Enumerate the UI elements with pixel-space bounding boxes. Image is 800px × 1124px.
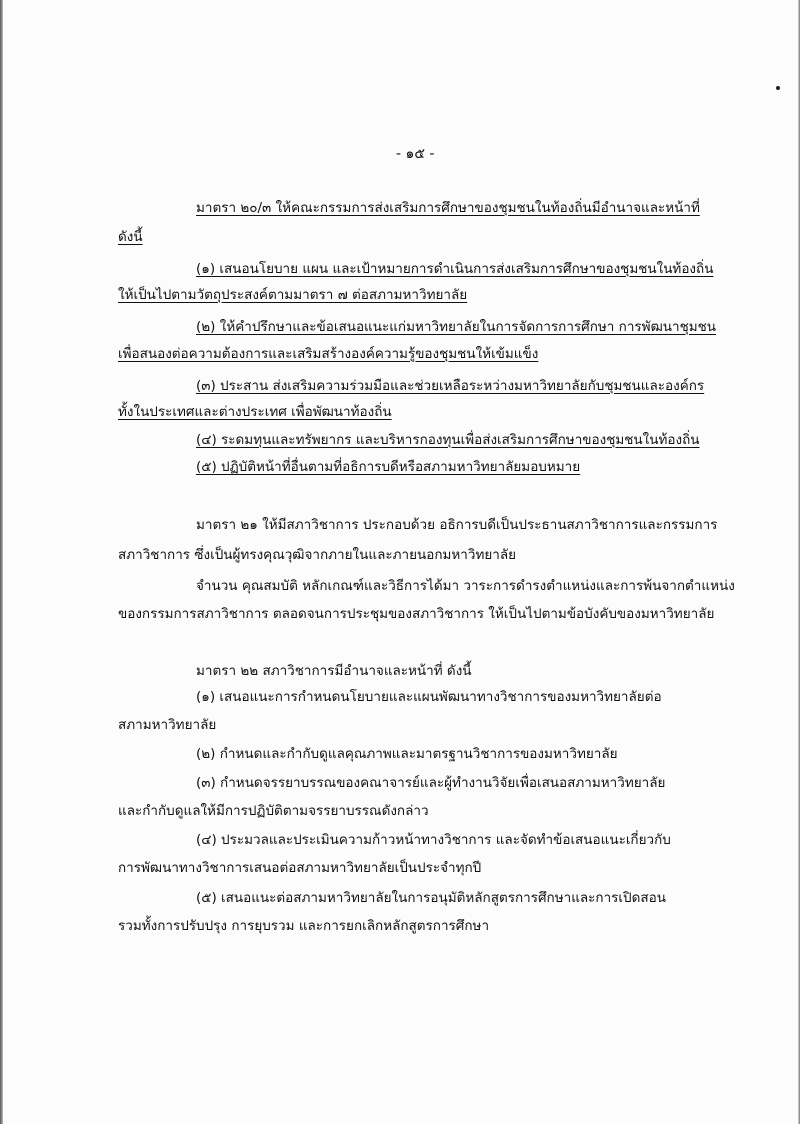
section-20-3-item-1: (๑) เสนอนโยบาย แผน และเป้าหมายการดำเนินการส่งเสริมการศึกษาของชุมชนในท้องถิ่น (196, 261, 714, 277)
section-20-3-heading-cont: ดังนี้ (118, 229, 143, 245)
section-22-item-4: (๔) ประมวลและประเมินความก้าวหน้าทางวิชาการ และจัดทำข้อเสนอแนะเกี่ยวกับ (196, 832, 671, 848)
section-22-item-3-cont: และกำกับดูแลให้มีการปฏิบัติตามจรรยาบรรณดังกล่าว (118, 803, 429, 819)
section-22-heading: มาตรา ๒๒ สภาวิชาการมีอำนาจและหน้าที่ ดังนี้ (196, 663, 472, 679)
scan-speck (776, 86, 780, 90)
section-22-item-1: (๑) เสนอแนะการกำหนดนโยบายและแผนพัฒนาทางวิชาการของมหาวิทยาลัยต่อ (196, 689, 662, 705)
section-21-paragraph-2-cont: ของกรรมการสภาวิชาการ ตลอดจนการประชุมของสภาวิชาการ ให้เป็นไปตามข้อบังคับของมหาวิทยาลัย (118, 606, 715, 622)
page-number: - ๑๕ - (396, 146, 435, 162)
section-20-3-item-4: (๔) ระดมทุนและทรัพยากร และบริหารกองทุนเพื่อส่งเสริมการศึกษาของชุมชนในท้องถิ่น (196, 432, 700, 448)
section-20-3-heading: มาตรา ๒๐/๓ ให้คณะกรรมการส่งเสริมการศึกษาของชุมชนในท้องถิ่นมีอำนาจและหน้าที่ (196, 200, 700, 216)
section-21-paragraph-1: มาตรา ๒๑ ให้มีสภาวิชาการ ประกอบด้วย อธิการบดีเป็นประธานสภาวิชาการและกรรมการ (196, 517, 718, 533)
section-21-paragraph-1-cont: สภาวิชาการ ซึ่งเป็นผู้ทรงคุณวุฒิจากภายในและภายนอกมหาวิทยาลัย (118, 547, 517, 563)
section-20-3-item-2: (๒) ให้คำปรึกษาและข้อเสนอแนะแก่มหาวิทยาลัยในการจัดการการศึกษา การพัฒนาชุมชน (196, 319, 717, 335)
section-22-item-3: (๓) กำหนดจรรยาบรรณของคณาจารย์และผู้ทำงานวิจัยเพื่อเสนอสภามหาวิทยาลัย (196, 775, 666, 791)
section-20-3-item-3: (๓) ประสาน ส่งเสริมความร่วมมือและช่วยเหลือระหว่างมหาวิทยาลัยกับชุมชนและองค์กร (196, 378, 705, 394)
scan-edge-left (0, 0, 3, 1124)
section-22-item-4-cont: การพัฒนาทางวิชาการเสนอต่อสภามหาวิทยาลัยเป็นประจำทุกปี (118, 860, 482, 876)
section-20-3-item-5: (๕) ปฏิบัติหน้าที่อื่นตามที่อธิการบดีหรือสภามหาวิทยาลัยมอบหมาย (196, 459, 581, 475)
section-20-3-item-3-cont: ทั้งในประเทศและต่างประเทศ เพื่อพัฒนาท้องถิ่น (118, 404, 392, 420)
section-22-item-5: (๕) เสนอแนะต่อสภามหาวิทยาลัยในการอนุมัติหลักสูตรการศึกษาและการเปิดสอน (196, 890, 666, 906)
section-20-3-item-1-cont: ให้เป็นไปตามวัตถุประสงค์ตามมาตรา ๗ ต่อสภามหาวิทยาลัย (118, 287, 468, 303)
section-22-item-1-cont: สภามหาวิทยาลัย (118, 717, 217, 733)
section-22-item-2: (๒) กำหนดและกำกับดูแลคุณภาพและมาตรฐานวิชาการของมหาวิทยาลัย (196, 746, 618, 762)
section-20-3-item-2-cont: เพื่อสนองต่อความต้องการและเสริมสร้างองค์ความรู้ของชุมชนให้เข้มแข็ง (118, 346, 539, 362)
section-22-item-5-cont: รวมทั้งการปรับปรุง การยุบรวม และการยกเลิกหลักสูตรการศึกษา (118, 918, 490, 934)
section-21-paragraph-2: จำนวน คุณสมบัติ หลักเกณฑ์และวิธีการได้มา วาระการดำรงตำแหน่งและการพ้นจากตำแหน่ง (196, 578, 735, 594)
